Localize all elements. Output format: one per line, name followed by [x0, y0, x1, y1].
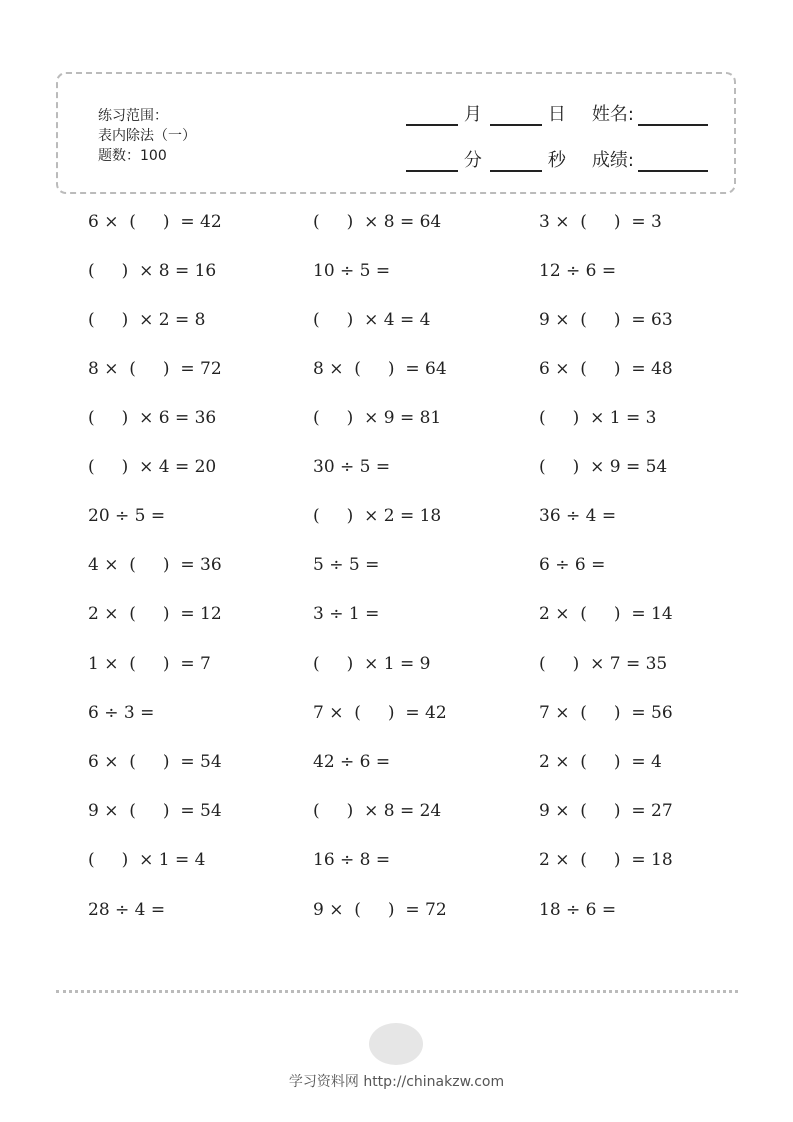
problem: 7 × ( ) = 42 [313, 703, 447, 723]
problem: ( ) × 8 = 24 [313, 801, 442, 821]
problem: ( ) × 2 = 8 [88, 310, 206, 330]
problem-row [88, 699, 738, 729]
problem-row [88, 404, 738, 434]
month-label: 月 [463, 104, 482, 125]
problem: 2 × ( ) = 14 [539, 604, 673, 624]
problem: ( ) × 8 = 64 [313, 212, 442, 232]
problem: 2 × ( ) = 4 [539, 752, 662, 772]
problem: 7 × ( ) = 56 [539, 703, 673, 723]
problem: 2 × ( ) = 12 [88, 604, 222, 624]
day-blank[interactable] [490, 102, 542, 126]
problem-row [88, 797, 738, 827]
problem: ( ) × 4 = 4 [313, 310, 431, 330]
problem-row [88, 453, 738, 483]
problem-row [88, 846, 738, 876]
problem: 16 ÷ 8 = [313, 850, 391, 870]
page-number-badge [369, 1023, 423, 1065]
problem: 8 × ( ) = 72 [88, 359, 222, 379]
problem-row [88, 748, 738, 778]
problem: ( ) × 9 = 81 [313, 408, 442, 428]
score-label: 成绩: [591, 150, 634, 171]
minute-blank[interactable] [406, 148, 458, 172]
problem-row [88, 257, 738, 287]
footer-divider [56, 990, 738, 993]
problem-row [88, 208, 738, 238]
count-label: 题数：100 [98, 148, 167, 164]
problem: ( ) × 1 = 4 [88, 850, 206, 870]
problem: 12 ÷ 6 = [539, 261, 617, 281]
problem-row [88, 650, 738, 680]
footer-source[interactable]: 学习资料网 http://chinakzw.com [288, 1074, 505, 1090]
problem: 6 × ( ) = 54 [88, 752, 222, 772]
problem: 28 ÷ 4 = [88, 900, 166, 920]
second-label: 秒 [547, 150, 566, 171]
problem: 5 ÷ 5 = [313, 555, 380, 575]
second-blank[interactable] [490, 148, 542, 172]
problem: 2 × ( ) = 18 [539, 850, 673, 870]
problem: 9 × ( ) = 27 [539, 801, 673, 821]
problem: ( ) × 1 = 9 [313, 654, 431, 674]
minute-label: 分 [463, 150, 482, 171]
problem-row [88, 600, 738, 630]
problem: 9 × ( ) = 54 [88, 801, 222, 821]
name-label: 姓名: [591, 104, 634, 125]
problem: 6 × ( ) = 42 [88, 212, 222, 232]
problem: ( ) × 9 = 54 [539, 457, 668, 477]
problem: 20 ÷ 5 = [88, 506, 166, 526]
problem: 18 ÷ 6 = [539, 900, 617, 920]
problem: 6 × ( ) = 48 [539, 359, 673, 379]
problem: 6 ÷ 3 = [88, 703, 155, 723]
problem: 3 ÷ 1 = [313, 604, 380, 624]
problem: ( ) × 6 = 36 [88, 408, 217, 428]
problem: 8 × ( ) = 64 [313, 359, 447, 379]
header-box [56, 72, 736, 194]
problem: 36 ÷ 4 = [539, 506, 617, 526]
problem-row [88, 896, 738, 926]
problem: 30 ÷ 5 = [313, 457, 391, 477]
problem: ( ) × 2 = 18 [313, 506, 442, 526]
problem: 9 × ( ) = 63 [539, 310, 673, 330]
problem: ( ) × 7 = 35 [539, 654, 668, 674]
topic-label: 表内除法（一） [98, 128, 196, 144]
date-name-row [406, 96, 708, 126]
problem: 4 × ( ) = 36 [88, 555, 222, 575]
student-fields [406, 96, 708, 188]
day-label: 日 [547, 104, 566, 125]
problem: 6 ÷ 6 = [539, 555, 606, 575]
problem: ( ) × 1 = 3 [539, 408, 657, 428]
range-label: 练习范围： [98, 108, 168, 124]
exercise-info [98, 106, 196, 166]
problem-row [88, 306, 738, 336]
problem: ( ) × 8 = 16 [88, 261, 217, 281]
problem-row [88, 502, 738, 532]
score-blank[interactable] [638, 148, 708, 172]
problem: 42 ÷ 6 = [313, 752, 391, 772]
name-blank[interactable] [638, 102, 708, 126]
month-blank[interactable] [406, 102, 458, 126]
time-score-row [406, 142, 708, 172]
problem-row [88, 355, 738, 385]
problem: 10 ÷ 5 = [313, 261, 391, 281]
problem: 3 × ( ) = 3 [539, 212, 662, 232]
problem: ( ) × 4 = 20 [88, 457, 217, 477]
problem-row [88, 551, 738, 581]
problem: 9 × ( ) = 72 [313, 900, 447, 920]
problem: 1 × ( ) = 7 [88, 654, 211, 674]
